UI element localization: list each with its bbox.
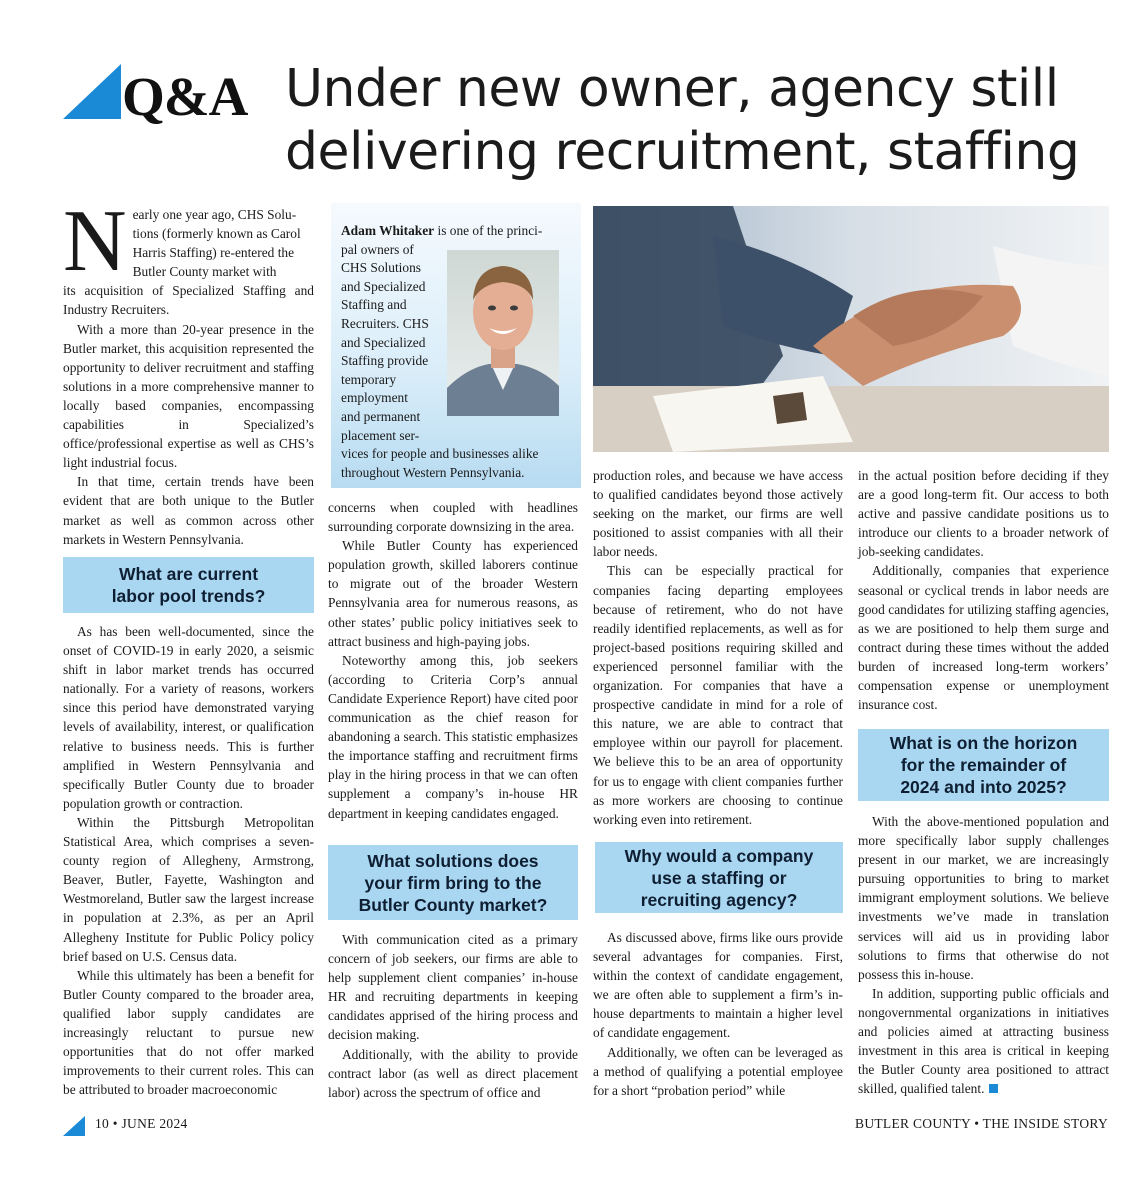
question-box-1 (63, 557, 314, 613)
col4-paragraph-1: in the actual position before deciding if they are a good long-term fit. Our access to both active and passive candidate positions us to introduce our clients to a broader network of job-seeking candidates. (858, 468, 1109, 560)
col1-paragraph-1: As has been well-documented, since the onset of COVID-19 in early 2020, a seismic shift in labor market trends has occurred nationally. For a variety of reasons, workers since this period have demonstrated varying levels of availability, interest, or qualification relative to business needs. This is further amplified in Western Pennsylvania and specifically Butler County due to broader population growth or contraction. (63, 624, 314, 811)
end-mark-icon (989, 1084, 998, 1093)
headline-line-2: delivering recruitment, staffing (285, 122, 1080, 182)
bio-line: pal owners of (341, 241, 414, 257)
bio-line: and permanent (341, 408, 421, 424)
question-box-2 (328, 845, 578, 920)
qa-triangle-icon (63, 64, 121, 119)
col3-paragraph-3: As discussed above, firms like ours provide several advantages for companies. First, within the context of candidate engagement, we are often able to supplement a firm’s in-house departments to maintain a higher level of candidate engagement. (593, 930, 843, 1041)
col4-paragraph-3: With the above-mentioned population and more specifically labor supply challenges present in our market, we are increasingly pursuing opportunities to bring to market immigrant employment solutions. We believe investments we’ve made in translation services will aid us in providing labor solutions to firms that otherwise do not possess this in-house. (858, 814, 1109, 982)
col3-paragraph-1: production roles, and because we have access to qualified candidates beyond those actively seeking on the market, our firms are well positioned to assist companies with all their labor needs. (593, 468, 843, 560)
bio-line: Staffing and (341, 297, 407, 313)
question-4-line: What is on the horizon (889, 733, 1078, 753)
bio-line: is one of the princi- (434, 223, 543, 238)
col1-paragraph-3: While this ultimately has been a benefit for Butler County compared to the broader area, qualified labor supply candidates are increasingly reluctant to pursue new opportunities that do not offer marked improvements to their current roles. This can be attributed to broader macroeconomic (63, 967, 314, 1098)
col3-paragraph-2: This can be especially practical for companies facing departing employees because of retirement, who do not have readily identified replacements, as well as for project-based positions requiring skilled and experienced personnel familiar with the organization. For companies that have a prospective candidate in mind for a role of this nature, we are able to contract that employee within our payroll for placement. We believe this to be an area of opportunity for us to engage with client companies further as more workers are choosing to continue working even into retirement. (593, 563, 843, 827)
intro-line: Harris Staffing) re-entered the (132, 245, 295, 261)
question-2-line: your firm bring to the (364, 872, 542, 893)
col4-paragraph-2: Additionally, companies that experience seasonal or cyclical trends in labor needs are good candidates for utilizing staffing agencies, as we are positioned to help them surge and contract during these times without the added burden of increased long-term workers’ compensation expense or unemployment insurance cost. (858, 563, 1109, 713)
question-box-3 (595, 842, 843, 913)
bio-name: Adam Whitaker (341, 223, 435, 238)
column-1-intro (63, 193, 314, 549)
question-3-line: use a staffing or (651, 867, 787, 888)
question-3-line: recruiting agency? (640, 889, 798, 910)
col3-paragraph-4: Additionally, we often can be leveraged as a method of qualifying a potential employee for a short “probation period” while (593, 1044, 843, 1098)
question-2-line: Butler County market? (358, 894, 548, 915)
headline (285, 58, 1135, 184)
intro-line: Butler County market with (132, 264, 277, 280)
col2-paragraph-3: Noteworthy among this, job seekers (according to Criteria Corp’s annual Candidate Experience Report) have cited poor communication as the chief reason for abandoning a search. This statistic emphasizes the importance staffing and recruitment firms play in the hiring process in that we can often supplement a company’s in-house HR department in keeping candidates engaged. (328, 652, 578, 821)
col4-paragraph-4 (858, 984, 1109, 1099)
bio-line: placement ser- (341, 427, 420, 443)
bio-line: Staffing provide (341, 353, 429, 369)
question-4-line: 2024 and into 2025? (900, 777, 1067, 797)
col4-paragraph-4-text: In addition, supporting public officials and nongovernmental organizations in initiatives and policies aimed at attracting business investment in this area is critical in keeping the Butler County area positioned to attract skilled, qualified talent. (858, 985, 1109, 1097)
bio-line: CHS Solutions (341, 260, 421, 276)
question-3-line: Why would a company (624, 845, 814, 866)
column-3-body (593, 466, 843, 829)
column-1-body (63, 622, 314, 1099)
question-4-line: for the remainder of (900, 755, 1067, 775)
col2-paragraph-2: While Butler County has experienced population growth, skilled laborers continue to migrate out of the broader Western Pennsylvania area for numerous reasons, as other states’ public policy initiatives seek to attract business and high-paying jobs. (328, 538, 578, 649)
footer-publication: BUTLER COUNTY • THE INSIDE STORY (855, 1116, 1108, 1131)
handshake-photo (593, 206, 1109, 452)
bio-line: employment (341, 390, 408, 406)
column-2-body-lower (328, 930, 578, 1102)
intro-line: early one year ago, CHS Solu- (132, 207, 297, 222)
col2-paragraph-4: With communication cited as a primary concern of job seekers, our firms are able to help supplement client companies’ in-house HR and recruiting departments in keeping candidates apprised of the hiring process and decision making. (328, 932, 578, 1043)
bio-line: vices for people and businesses alike (341, 446, 539, 462)
drop-cap: N (63, 193, 127, 290)
col1-paragraph-2: Within the Pittsburgh Metropolitan Statistical Area, which comprises a seven-county region of Allegheny, Armstrong, Beaver, Butler, Fayette, Washington and Westmoreland, Butler saw the largest increase in population at 2.3%, as per an April Allegheny Institute for Public Policy policy brief based on U.S. Census data. (63, 814, 314, 964)
column-4-body-lower (858, 812, 1109, 1098)
bio-line: Recruiters. CHS (341, 315, 429, 331)
intro-paragraph-3: In that time, certain trends have been evident that are both unique to the Butler market as well as common across other markets in Western Pennsylvania. (63, 474, 314, 547)
intro-paragraph-1-rest: its acquisition of Specialized Staffing and Industry Recruiters. (63, 283, 314, 318)
question-1-line: What are current (118, 564, 259, 584)
bio-line: and Specialized (341, 334, 426, 350)
col2-paragraph-5: Additionally, with the ability to provide contract labor (as well as direct placement labor) across the spectrum of office and (328, 1046, 578, 1100)
intro-line: tions (formerly known as Carol (132, 226, 301, 242)
bio-line: and Specialized (341, 278, 426, 294)
question-1-line: labor pool trends? (111, 586, 266, 606)
column-4-body (858, 466, 1109, 714)
footer-triangle-icon (63, 1116, 85, 1136)
bio-line: temporary (341, 371, 397, 387)
intro-paragraph-2: With a more than 20-year presence in the Butler market, this acquisition represented the opportunity to deliver recruitment and staffing solutions in a more comprehensive manner to locally based companies, encompassing capabilities in Specialized’s office/professional expertise as well as CHS’s light industrial focus. (63, 321, 314, 471)
column-3-body-lower (593, 928, 843, 1100)
question-2-line: What solutions does (367, 850, 539, 871)
question-box-4 (858, 729, 1109, 801)
bio-line: throughout Western Pennsylvania. (341, 464, 525, 480)
bio-text (341, 222, 571, 482)
column-2-body (328, 498, 578, 823)
footer-page-date: 10 • JUNE 2024 (95, 1116, 188, 1131)
headline-line-1: Under new owner, agency still (285, 59, 1059, 119)
col2-paragraph-1: concerns when coupled with headlines surrounding corporate downsizing in the area. (328, 500, 578, 535)
section-label: Q&A (122, 66, 248, 127)
